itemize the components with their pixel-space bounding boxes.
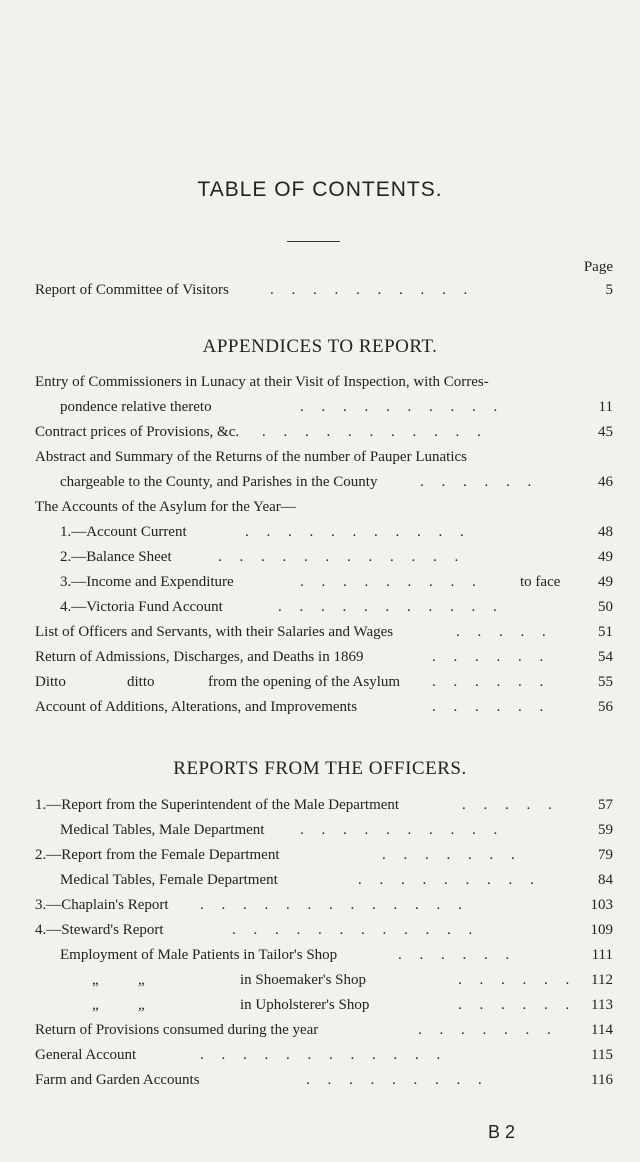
entry-label: Report of Committee of Visitors <box>35 282 229 298</box>
entry-page: 48 <box>598 524 613 540</box>
entry-label-ditto: „ <box>92 972 99 988</box>
entry-label: Medical Tables, Male Department <box>60 822 265 838</box>
toc-entry <box>0 422 640 442</box>
toc-entry <box>0 697 640 717</box>
entry-label: General Account <box>35 1047 137 1063</box>
toc-entry <box>0 522 640 542</box>
entry-label: in Upholsterer's Shop <box>240 997 370 1013</box>
leader-dots: . . . . . . . . . . <box>300 399 505 415</box>
leader-dots: . . . . . . <box>420 474 539 490</box>
entry-label: pondence relative thereto <box>60 399 212 415</box>
leader-dots: . . . . . <box>462 797 559 813</box>
entry-page: 11 <box>598 399 613 415</box>
entry-label: Return of Admissions, Discharges, and Deaths in 1869 <box>35 649 364 665</box>
entry-label: Abstract and Summary of the Returns of the number of Pauper Lunatics <box>35 449 467 465</box>
entry-page: 111 <box>591 947 613 963</box>
toc-entry <box>0 1020 640 1040</box>
entry-label: Farm and Garden Accounts <box>35 1072 200 1088</box>
entry-label-rest: from the opening of the Asylum <box>208 674 401 690</box>
leader-dots: . . . . . . . . . <box>306 1072 489 1088</box>
leader-dots: . . . . . . <box>398 947 517 963</box>
entry-page: 45 <box>598 424 613 440</box>
entry-page: 57 <box>598 797 613 813</box>
entry-label: Contract prices of Provisions, &c. <box>35 424 240 440</box>
entry-page: 114 <box>591 1022 613 1038</box>
leader-dots: . . . . . . <box>432 699 551 715</box>
entry-label: 3.—Income and Expenditure <box>60 574 234 590</box>
leader-dots: . . . . . . . . . . . <box>278 599 504 615</box>
toc-entry <box>0 895 640 915</box>
entry-label: 3.—Chaplain's Report <box>35 897 169 913</box>
entry-page: 112 <box>591 972 613 988</box>
leader-dots: . . . . . . . . . . . <box>262 424 488 440</box>
toc-entry <box>0 472 640 492</box>
entry-page: 116 <box>591 1072 613 1088</box>
entry-label: 1.—Account Current <box>60 524 187 540</box>
page-title: TABLE OF CONTENTS. <box>197 178 443 201</box>
entry-page: 54 <box>598 649 613 665</box>
entry-page: 84 <box>598 872 613 888</box>
toc-entry <box>0 447 640 467</box>
toc-entry <box>0 397 640 417</box>
entry-label: Account of Additions, Alterations, and Improvements <box>35 699 358 715</box>
entry-page: 56 <box>598 699 613 715</box>
title-divider <box>287 241 340 242</box>
leader-dots: . . . . . . . . . . . . <box>232 922 480 938</box>
page-column-header: Page <box>583 259 613 275</box>
signature-mark: B 2 <box>488 1122 516 1142</box>
entry-label: in Shoemaker's Shop <box>240 972 367 988</box>
leader-dots: . . . . . <box>456 624 553 640</box>
entry-note: to face <box>520 574 561 590</box>
leader-dots: . . . . . . . . . . . <box>245 524 471 540</box>
toc-entry <box>0 995 640 1015</box>
leader-dots: . . . . . . <box>458 972 577 988</box>
toc-entry <box>0 547 640 567</box>
entry-label: List of Officers and Servants, with their Salaries and Wages <box>35 624 394 640</box>
leader-dots: . . . . . . <box>458 997 577 1013</box>
leader-dots: . . . . . . . . . . <box>300 822 505 838</box>
leader-dots: . . . . . . . . . . . . <box>218 549 466 565</box>
toc-entry <box>0 920 640 940</box>
leader-dots: . . . . . . <box>432 674 551 690</box>
entry-page: 49 <box>598 549 613 565</box>
leader-dots: . . . . . . . . . . . . . <box>200 897 469 913</box>
toc-entry <box>0 795 640 815</box>
toc-entry <box>0 845 640 865</box>
toc-entry-report <box>0 280 640 300</box>
toc-entry <box>0 497 640 517</box>
toc-entry <box>0 597 640 617</box>
entry-label: Ditto <box>35 674 66 690</box>
toc-entry <box>0 1070 640 1090</box>
entry-page: 113 <box>591 997 613 1013</box>
toc-entry <box>0 572 640 592</box>
entry-label: chargeable to the County, and Parishes in the County <box>60 474 378 490</box>
leader-dots: . . . . . . . . . . . . <box>200 1047 448 1063</box>
entry-page: 51 <box>598 624 613 640</box>
leader-dots: . . . . . . . . . <box>358 872 541 888</box>
toc-entry <box>0 945 640 965</box>
entry-label: Medical Tables, Female Department <box>60 872 278 888</box>
toc-entry <box>0 870 640 890</box>
entry-page: 46 <box>598 474 613 490</box>
entry-page: 115 <box>591 1047 613 1063</box>
entry-page: 5 <box>605 282 613 298</box>
entry-label: Entry of Commissioners in Lunacy at their Visit of Inspection, with Corres- <box>35 374 489 390</box>
entry-page: 49 <box>598 574 613 590</box>
leader-dots: . . . . . . . <box>382 847 522 863</box>
officers-heading: REPORTS FROM THE OFFICERS. <box>173 758 467 779</box>
entry-label: 2.—Report from the Female Department <box>35 847 280 863</box>
entry-page: 103 <box>590 897 613 913</box>
entry-label: The Accounts of the Asylum for the Year— <box>35 499 296 515</box>
toc-entry <box>0 622 640 642</box>
leader-dots: . . . . . . <box>432 649 551 665</box>
leader-dots: . . . . . . . <box>418 1022 558 1038</box>
entry-page: 50 <box>598 599 613 615</box>
toc-entry <box>0 1045 640 1065</box>
entry-page: 55 <box>598 674 613 690</box>
entry-label: 4.—Steward's Report <box>35 922 164 938</box>
entry-label: Employment of Male Patients in Tailor's Shop <box>60 947 338 963</box>
entry-page: 79 <box>598 847 613 863</box>
toc-entry <box>0 820 640 840</box>
entry-label: 2.—Balance Sheet <box>60 549 172 565</box>
entry-page: 59 <box>598 822 613 838</box>
entry-label-ditto: „ <box>92 997 99 1013</box>
entry-page: 109 <box>590 922 613 938</box>
leader-dots: . . . . . . . . . <box>300 574 483 590</box>
toc-entry <box>0 970 640 990</box>
entry-label-ditto: „ <box>138 972 145 988</box>
toc-entry <box>0 372 640 392</box>
entry-label: 4.—Victoria Fund Account <box>60 599 223 615</box>
toc-entry <box>0 672 640 692</box>
leader-dots: . . . . . . . . . . <box>270 282 475 298</box>
entry-label-ditto: ditto <box>127 674 155 690</box>
entry-label: 1.—Report from the Superintendent of the Male Department <box>35 797 400 813</box>
entry-label: Return of Provisions consumed during the year <box>35 1022 319 1038</box>
entry-label-ditto: „ <box>138 997 145 1013</box>
toc-entry <box>0 647 640 667</box>
appendices-heading: APPENDICES TO REPORT. <box>202 336 438 357</box>
